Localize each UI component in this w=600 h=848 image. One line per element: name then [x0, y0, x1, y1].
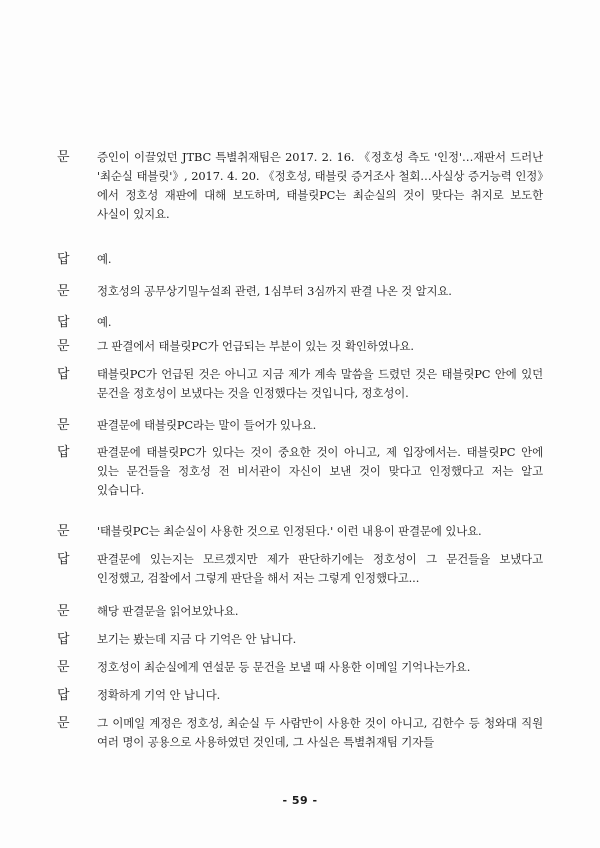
entry-text: 정호성이 최순실에게 연설문 등 문건을 보낼 때 사용한 이메일 기억나는가요. — [97, 660, 471, 674]
entry-text: 판결문에 있는지는 모르겠지만 제가 판단하기에는 정호성이 그 문건들을 보냈다고 인정했고, 검찰에서 그렇게 판단을 해서 저는 그렇게 인정했다고... — [97, 552, 543, 585]
speaker-label: 문 — [57, 660, 70, 675]
speaker-label: 답 — [57, 632, 70, 647]
speaker-label: 답 — [57, 552, 70, 567]
speaker-label: 문 — [57, 339, 70, 354]
entry-text: 보기는 봤는데 지금 다 기억은 안 납니다. — [97, 632, 297, 646]
speaker-label: 답 — [57, 445, 70, 460]
entry-text: 증인이 이끌었던 JTBC 특별취재팀은 2017. 2. 16. 《정호성 측도 '인정'…재판서 드러난 '최순실 태블릿'》, 2017. 4. 20. 《정호성, 태블릿 증거조사 철회…사실상 증거능력 인정》에서 정호성 재판에 대해 보도하며, 태블릿PC는 최순실의 것이 맞다는 취지로 보도한 사실이 있지요. — [97, 150, 543, 221]
speaker-label: 문 — [57, 284, 70, 299]
speaker-label: 답 — [57, 367, 70, 382]
speaker-label: 답 — [57, 688, 70, 703]
entry-text: 정확하게 기억 안 납니다. — [97, 688, 221, 702]
entry-text: 그 판결에서 태블릿PC가 언급되는 부분이 있는 것 확인하였나요. — [97, 339, 414, 353]
speaker-label: 답 — [57, 315, 70, 330]
page-number: - 59 - — [282, 794, 318, 807]
entry-text: 판결문에 태블릿PC가 있다는 것이 중요한 것이 아니고, 제 입장에서는. 태블릿PC 안에 있는 문건들을 정호성 전 비서관이 자신이 보낸 것이 맞다고 인정했다고 저는 알고 있습니다. — [97, 445, 543, 497]
speaker-label: 문 — [57, 418, 70, 433]
entry-text: '태블릿PC는 최순실이 사용한 것으로 인정된다.' 이런 내용이 판결문에 있나요. — [97, 524, 482, 538]
speaker-label: 답 — [57, 252, 70, 267]
speaker-label: 문 — [57, 604, 70, 619]
entry-text: 판결문에 태블릿PC라는 말이 들어가 있나요. — [97, 418, 317, 432]
speaker-label: 문 — [57, 524, 70, 539]
entry-text: 예. — [97, 315, 112, 329]
entry-text: 예. — [97, 252, 112, 266]
entry-text: 해당 판결문을 읽어보았나요. — [97, 604, 239, 618]
entry-text: 태블릿PC가 언급된 것은 아니고 지금 제가 계속 말씀을 드렸던 것은 태블릿PC 안에 있던 문건을 정호성이 보냈다는 것을 인정했다는 것입니다, 정호성이. — [97, 367, 543, 400]
speaker-label: 문 — [57, 716, 70, 731]
entry-text: 정호성의 공무상기밀누설죄 관련, 1심부터 3심까지 판결 나온 것 알지요. — [97, 284, 452, 298]
entry-text: 그 이메일 계정은 정호성, 최순실 두 사람만이 사용한 것이 아니고, 김한수 등 청와대 직원 여러 명이 공용으로 사용하였던 것인데, 그 사실은 특별취재팀 기자들 — [97, 716, 543, 749]
speaker-label: 문 — [57, 150, 70, 165]
